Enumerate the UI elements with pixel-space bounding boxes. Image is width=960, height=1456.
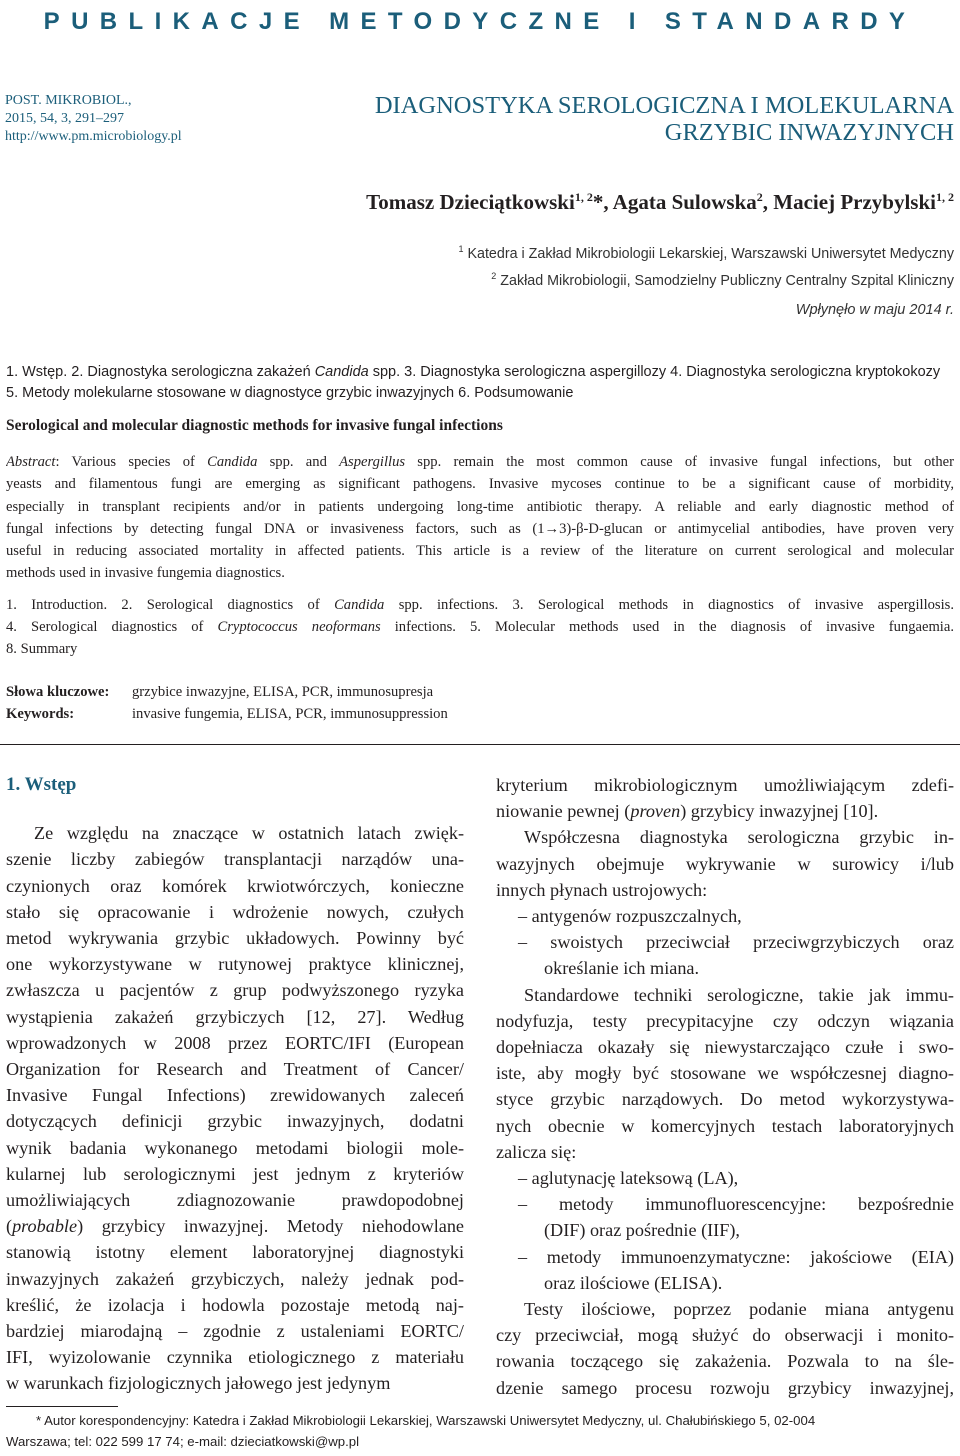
- body-line: szenie liczby zabiegów transplantacji narządów una-: [6, 849, 464, 870]
- title-line-1: DIAGNOSTYKA SEROLOGICZNA I MOLEKULARNA: [374, 92, 954, 119]
- author-1-affil: 1, 2: [574, 190, 593, 204]
- body-column-right: [496, 772, 954, 1401]
- article-title: [330, 92, 954, 146]
- body-line: – metody immunoenzymatyczne: jakościowe (EIA): [518, 1246, 954, 1267]
- body-line: Współczesna diagnostyka serologiczna grzybic in-: [524, 827, 954, 848]
- body-line: zalicza się:: [496, 1141, 577, 1162]
- contents-text: spp. 3. Diagnostyka serologiczna aspergillozy 4. Diagnostyka serologiczna kryptokokozy 5. Metody molekularne stosowane w diagnostyce grzybic inwazyjnych 6. Podsumowanie: [6, 364, 941, 401]
- body-line: wazyjnych obejmuje wykrywanie w surowicy i/lub: [496, 853, 954, 874]
- contents-english: [6, 594, 954, 660]
- body-line: w warunkach fizjologicznych jałowego jest jedynym: [6, 1373, 391, 1394]
- corresponding-mark: *,: [592, 190, 613, 214]
- footnote: [6, 1410, 954, 1452]
- journal-url[interactable]: http://www.pm.microbiology.pl: [5, 129, 182, 144]
- abstract: [6, 451, 954, 585]
- section-banner: PUBLIKACJE METODYCZNE I STANDARDY: [43, 8, 917, 35]
- journal-volume: 2015, 54, 3, 291–297: [5, 111, 124, 126]
- journal-name: POST. MIKROBIOL.,: [5, 93, 132, 108]
- contents-line: 8. Summary: [6, 641, 78, 657]
- keywords-polish: [6, 681, 448, 703]
- contents-text: infections. 5. Molecular methods used in the diagnosis of invasive fungaemia.: [380, 619, 954, 635]
- keywords-value: invasive fungemia, ELISA, PCR, immunosuppression: [132, 706, 448, 722]
- contents-text: 4. Serological diagnostics of: [6, 619, 218, 635]
- author-separator: ,: [762, 190, 774, 214]
- affiliation-2: [458, 265, 954, 292]
- body-line: zwłaszcza u pacjentów z grup podwyższonego ryzyka: [6, 980, 464, 1001]
- body-line: – swoistych przeciwciał przeciwgrzybiczych oraz: [518, 932, 954, 953]
- body-line: styce grzybic narządowych. Do metod wykorzystywa-: [496, 1089, 954, 1110]
- body-column-left: [6, 772, 464, 1397]
- contents-line: [6, 594, 954, 616]
- body-line: – aglutynację lateksową (LA),: [518, 1168, 739, 1189]
- body-line: oraz ilościowe (ELISA).: [544, 1272, 723, 1293]
- italic-term: probable: [12, 1216, 78, 1237]
- body-line: Organization for Research and Treatment of Cancer/: [6, 1059, 464, 1080]
- body-line: iste, aby mogły być stosowane we współczesnej diagno-: [496, 1063, 954, 1084]
- author-3: Maciej Przybylski: [773, 190, 936, 214]
- body-line: określanie ich miana.: [544, 958, 700, 979]
- contents-text: 1. Wstęp. 2. Diagnostyka serologiczna zakażeń: [6, 364, 315, 380]
- affiliations: [458, 238, 954, 292]
- affiliation-number: 1: [458, 244, 464, 254]
- body-line: dzenie samego procesu rozwoju grzybicy inwazyjnej,: [496, 1377, 954, 1398]
- abstract-line: especially in transplant recipients and/or in patients undergoing long-time antibiotic therapy. A reliable and early diagnostic method of: [6, 498, 954, 515]
- received-date: Wpłynęło w maju 2014 r.: [795, 302, 954, 318]
- title-line-2: GRZYBIC INWAZYJNYCH: [664, 119, 954, 146]
- body-line: nodyfuzja, testy precypitacyjne czy odczyn wiązania: [496, 1010, 954, 1031]
- body-line: stanowią istotny element laboratoryjnej diagnostyki: [6, 1242, 464, 1263]
- journal-reference: [5, 92, 182, 146]
- contents-text: 1. Introduction. 2. Serological diagnostics of: [6, 597, 335, 613]
- body-line: kreślić, że izolacja i hodowla pozostaje metodą naj-: [6, 1294, 464, 1315]
- body-line: kularnej lub serologicznymi jest jednym z kryteriów: [6, 1163, 464, 1184]
- body-line: metod wykrywania grzybic układowych. Powinny być: [6, 928, 464, 949]
- body-line: kryterium mikrobiologicznym umożliwiającym zdefi-: [496, 775, 954, 795]
- section-divider: [0, 744, 960, 745]
- abstract-line: yeasts and filamentous fungi are emerging as significant pathogens. Invasive mycoses continue to be a significant cause of morbidity,: [6, 476, 954, 493]
- body-line: (probable) grzybicy inwazyjnej. Metody niehodowlane: [6, 1216, 464, 1237]
- body-line: one wykorzystywane w rutynowej praktyce klinicznej,: [6, 954, 464, 975]
- keywords-label: Słowa kluczowe:: [6, 684, 110, 700]
- abstract-label: Abstract: [6, 454, 56, 470]
- footnote-divider: [6, 1406, 118, 1407]
- body-line: czy przeciwciał, mogą służyć do obserwacji i monito-: [496, 1325, 954, 1346]
- abstract-line: fungal infections by detecting fungal DNA or invasiveness factors, such as (1→3)-β-D-glucan or antimycelial antibodies, have proven very: [6, 520, 954, 537]
- author-list: [366, 190, 954, 215]
- body-line: – metody immunofluorescencyjne: bezpośrednie: [518, 1194, 954, 1215]
- body-line: inwazyjnych zakażeń grzybiczych, należy jednak pod-: [6, 1268, 464, 1289]
- keywords-label: Keywords:: [6, 706, 75, 722]
- author-1: Tomasz Dzieciątkowski: [366, 190, 575, 214]
- keywords-english: [6, 703, 448, 725]
- keywords-value: grzybice inwazyjne, ELISA, PCR, immunosupresja: [132, 684, 434, 700]
- author-3-affil: 1, 2: [936, 190, 954, 204]
- affiliation-text: Katedra i Zakład Mikrobiologii Lekarskiej, Warszawski Uniwersytet Medyczny: [463, 245, 954, 262]
- abstract-text: spp. remain the most common cause of invasive fungal infections, but other: [405, 454, 954, 470]
- body-line: czynionych oraz komórek krwiotwórczych, konieczne: [6, 875, 464, 896]
- body-line: wystąpienia zakażeń grzybiczych [12, 27]. Według: [6, 1006, 464, 1027]
- body-line: dotyczących definicji grzybic inwazyjnych, dodatni: [6, 1111, 464, 1132]
- body-line: dopełniacza okazały się niewystarczająco czułe i swo-: [496, 1037, 954, 1058]
- body-line: – antygenów rozpuszczalnych,: [518, 906, 742, 927]
- contents-italic: Cryptococcus neoformans: [217, 619, 381, 635]
- abstract-italic: Aspergillus: [339, 454, 406, 470]
- abstract-text: : Various species of: [55, 454, 208, 470]
- body-line: rowania toczącego się zakażenia. Pozwala to na śle-: [496, 1351, 954, 1372]
- body-line: wprowadzonych w 2008 przez EORTC/IFI (European: [6, 1032, 464, 1053]
- author-2: Agata Sulowska: [612, 190, 757, 214]
- body-line: bardziej miarodajną – zgodnie z ustaleniami EORTC/: [6, 1321, 464, 1342]
- abstract-line: [6, 451, 954, 473]
- body-line: Ze względu na znaczące w ostatnich latach zwięk-: [34, 823, 464, 844]
- footnote-line: Warszawa; tel: 022 599 17 74; e-mail: dzieciatkowski@wp.pl: [6, 1434, 359, 1449]
- body-line: stało się opracowanie i wdrożenie nowych, czułych: [6, 901, 464, 922]
- body-line: umożliwiających zdiagnozowanie prawdopodobnej: [6, 1190, 464, 1211]
- abstract-line: methods used in invasive fungemia diagnostics.: [6, 565, 285, 582]
- abstract-text: spp. and: [257, 454, 340, 470]
- italic-term: proven: [630, 801, 681, 822]
- body-line: Standardowe techniki serologiczne, takie jak immu-: [524, 984, 954, 1005]
- english-title: Serological and molecular diagnostic methods for invasive fungal infections: [6, 417, 503, 434]
- abstract-line: useful in reducing associated mortality in affected patients. This article is a review of the literature on current serological and molecular: [6, 543, 954, 560]
- contents-polish: [6, 362, 954, 404]
- affiliation-1: [458, 238, 954, 265]
- section-heading: 1. Wstęp: [6, 774, 77, 795]
- body-line: innych płynach ustrojowych:: [496, 879, 708, 900]
- body-line: niowanie pewnej (proven) grzybicy inwazyjnej [10].: [496, 801, 879, 822]
- body-line: (DIF) oraz pośrednie (IIF),: [544, 1220, 740, 1241]
- affiliation-number: 2: [491, 270, 497, 281]
- contents-line: [6, 616, 954, 638]
- contents-italic: Candida: [314, 364, 369, 380]
- body-line: Invasive Fungal Infections) zrewidowanych zaleceń: [6, 1085, 464, 1106]
- affiliation-text: Zakład Mikrobiologii, Samodzielny Publiczny Centralny Szpital Kliniczny: [496, 272, 954, 289]
- contents-text: spp. infections. 3. Serological methods in diagnostics of invasive aspergillosis.: [384, 597, 954, 613]
- body-line: wynik badania wykonanego metodami biologii mole-: [6, 1137, 464, 1158]
- body-line: nych obecnie w komercyjnych testach laboratoryjnych: [496, 1115, 954, 1136]
- abstract-italic: Candida: [207, 454, 258, 470]
- body-line: IFI, wyizolowanie czynnika etiologicznego z materiału: [6, 1347, 464, 1368]
- keywords: [6, 681, 448, 725]
- author-2-affil: 2: [756, 190, 763, 204]
- footnote-line: * Autor korespondencyjny: Katedra i Zakład Mikrobiologii Lekarskiej, Warszawski Uniwersytet Medyczny, ul. Chałubińskiego 5, 02-004: [36, 1413, 816, 1428]
- body-line: Testy ilościowe, poprzez podanie miana antygenu: [524, 1299, 954, 1320]
- contents-italic: Candida: [334, 597, 385, 613]
